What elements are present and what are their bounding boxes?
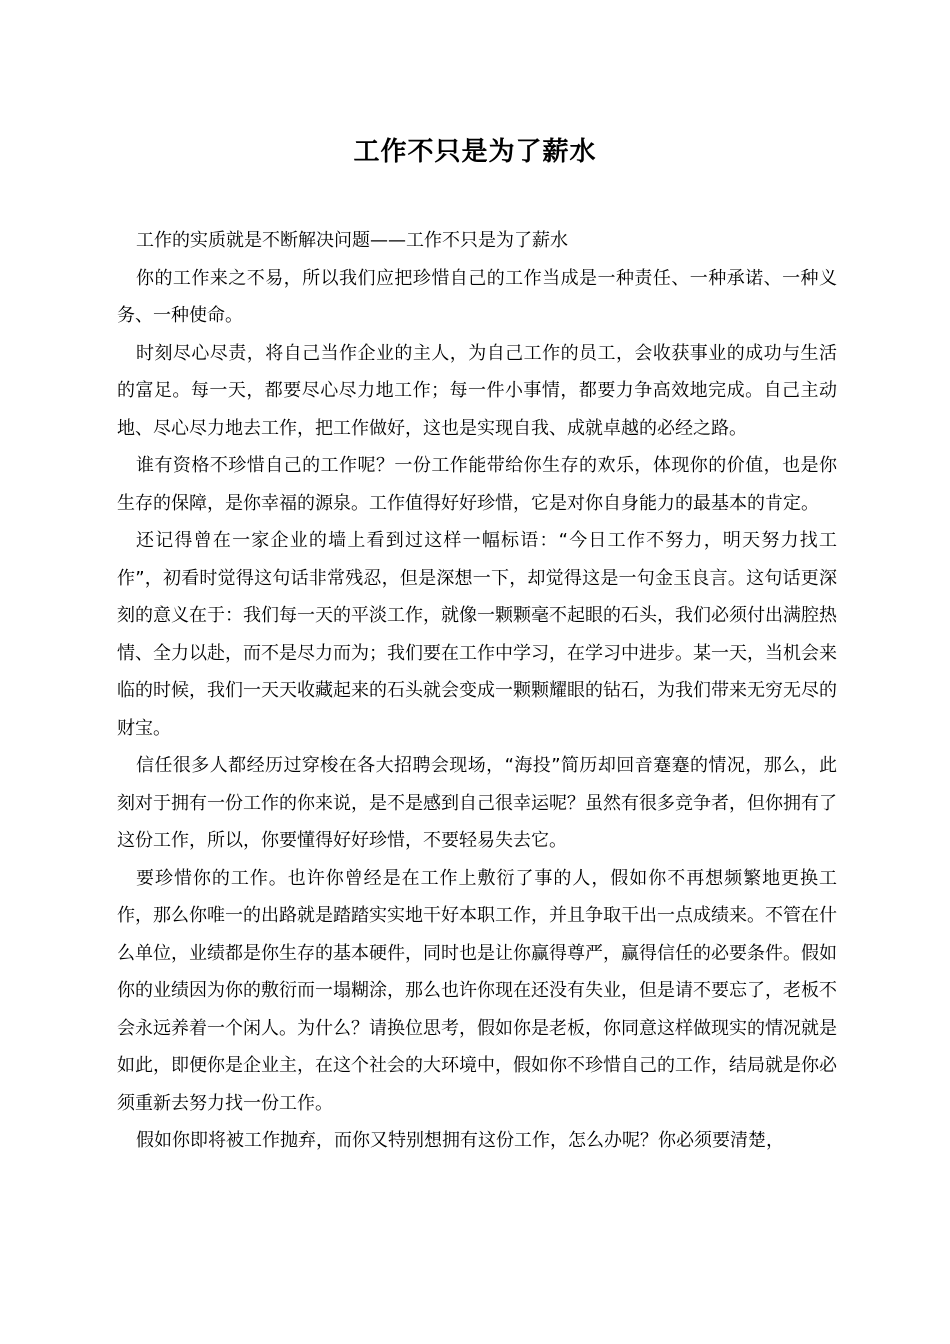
- paragraph-7: 要珍惜你的工作。也许你曾经是在工作上敷衍了事的人，假如你不再想频繁地更换工作，那么你唯一的出路就是踏踏实实地干好本职工作，并且争取干出一点成绩来。不管在什么单位，业绩都是你生存的基本硬件，同时也是让你赢得尊严，赢得信任的必要条件。假如你的业绩因为你的敷衍而一塌糊涂，那么也许你现在还没有失业，但是请不要忘了，老板不会永远养着一个闲人。为什么？请换位思考，假如你是老板，你同意这样做现实的情况就是如此，即便你是企业主，在这个社会的大环境中，假如你不珍惜自己的工作，结局就是你必须重新去努力找一份工作。: [117, 867, 837, 1114]
- document-body: [117, 222, 837, 1160]
- paragraph-3: 时刻尽心尽责，将自己当作企业的主人，为自己工作的员工，会收获事业的成功与生活的富足。每一天，都要尽心尽力地工作；每一件小事情，都要力争高效地完成。自己主动地、尽心尽力地去工作，把工作做好，这也是实现自我、成就卓越的必经之路。: [117, 342, 837, 439]
- document-title: 工作不只是为了薪水: [353, 137, 597, 167]
- paragraph-1: 工作的实质就是不断解决问题——工作不只是为了薪水: [136, 230, 568, 251]
- paragraph-6: 信任很多人都经历过穿梭在各大招聘会现场，“海投”简历却回音蹇蹇的情况，那么，此刻对于拥有一份工作的你来说，是不是感到自己很幸运呢？虽然有很多竞争者，但你拥有了这份工作，所以，你要懂得好好珍惜，不要轻易失去它。: [117, 755, 837, 851]
- paragraph-4: 谁有资格不珍惜自己的工作呢？一份工作能带给你生存的欢乐，体现你的价值，也是你生存的保障，是你幸福的源泉。工作值得好好珍惜，它是对你自身能力的最基本的肯定。: [117, 455, 837, 514]
- paragraph-2: 你的工作来之不易，所以我们应把珍惜自己的工作当成是一种责任、一种承诺、一种义务、一种使命。: [117, 267, 837, 326]
- paragraph-8: 假如你即将被工作抛弃，而你又特别想拥有这份工作，怎么办呢？你必须要清楚，: [136, 1130, 784, 1151]
- paragraph-5: 还记得曾在一家企业的墙上看到过这样一幅标语：“今日工作不努力，明天努力找工作”，初看时觉得这句话非常残忍，但是深想一下，却觉得这是一句金玉良言。这句话更深刻的意义在于：我们每一天的平淡工作，就像一颗颗毫不起眼的石头，我们必须付出满腔热情、全力以赴，而不是尽力而为；我们要在工作中学习，在学习中进步。某一天，当机会来临的时候，我们一天天收藏起来的石头就会变成一颗颗耀眼的钻石，为我们带来无穷无尽的财宝。: [117, 530, 837, 739]
